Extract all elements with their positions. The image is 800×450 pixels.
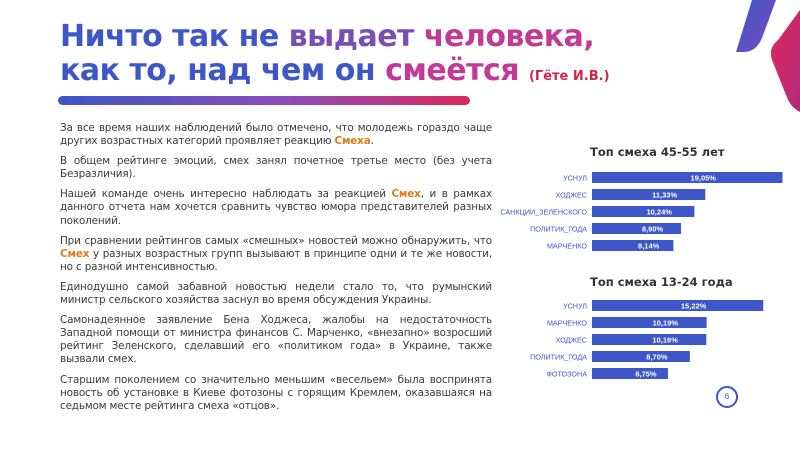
text-span: у разных возрастных групп вызывают в принципе одни и те же новости, но с разной интенсивностью. [60,247,492,273]
bar [592,223,681,234]
bar [592,206,694,217]
category-label: ХОДЖЕС [555,190,587,200]
value-label: 8,70% [646,352,668,362]
bar [592,300,763,311]
page-number: 6 [724,392,730,401]
title-part: как то, над чем он [60,53,386,88]
bar [592,172,783,183]
title-part: Ничто так не [60,19,289,54]
text-span: . [370,135,374,148]
page-number-badge [716,386,738,408]
value-label: 10,19% [652,318,679,328]
value-label: 8,14% [638,241,660,251]
highlight-word: Смех [60,247,90,260]
chart-title-45-55: Топ смеха 45-55 лет [590,145,725,159]
title-part: смеётся [385,53,520,88]
category-label: САНКЦИИ_ЗЕЛЕНСКОГО [500,207,587,217]
value-label: 11,33% [652,190,678,200]
paragraph: Самонадеянное заявление Бена Ходжеса, жалобы на недостаточность Западной помощи от министра финансов С. Марченко, «внезапно» возросший рейтинг Зеленского, сделавший его «политиком года» в Украине, также вызвали смех. [60,314,492,366]
category-label: УСНУЛ [563,301,587,311]
value-label: 15,22% [680,301,707,311]
paragraph: Старшим поколением со значительно меньшим «весельем» была воспринята новость об установке в Киеве фотозоны с горящим Кремлем, оказавшаяся на седьмом месте рейтинга смеха «отцов». [60,373,492,412]
title-part: человека, [413,19,595,54]
highlight-word: Смех [391,188,421,201]
category-label: МАРЧЕНКО [546,241,587,251]
category-label: МАРЧЕНКО [546,318,587,328]
category-label: ХОДЖЕС [555,335,587,345]
paragraph: Единодушно самой забавной новостью недели стало то, что румынский министр сельского хозяйства заснул во время обсуждения Украины. [60,280,492,307]
quote-author: (Гёте И.В.) [528,69,610,84]
category-label: ПОЛИТИК_ГОДА [530,352,587,362]
bar-chart-0 [500,172,782,251]
category-label: ФОТОЗОНА [546,369,587,379]
bar [592,317,707,328]
bar-chart-1 [530,300,763,379]
chart-title-13-24: Топ смеха 13-24 года [590,275,733,289]
highlight-word: Смеха [334,135,371,148]
value-label: 10,24% [646,207,672,217]
value-label: 10,16% [652,335,678,345]
title-part: выдает [288,19,414,54]
category-label: УСНУЛ [563,173,587,183]
category-label: ПОЛИТИК_ГОДА [530,224,587,234]
bar [592,334,706,345]
text-span: , и в рамках данного отчета нам хочется сравнить чувство юмора представителей разных поколений. [60,188,492,227]
text-span: За все время наших наблюдений было отмечено, что молодежь гораздо чаще других возрастных категорий проявляет реакцию [60,122,492,148]
value-label: 8,90% [641,224,664,234]
text-span: При сравнении рейтингов самых «смешных» новостей можно обнаружить, что [60,234,492,247]
paragraph: В общем рейтинге эмоций, смех занял почетное третье место (без учета Безразличия). [60,155,492,181]
text-span: Нашей команде очень интересно наблюдать за реакцией [60,188,392,201]
bar [592,351,690,362]
value-label: 19,05% [690,173,716,183]
value-label: 6,75% [635,369,657,379]
bar [592,240,673,251]
bar [592,189,705,200]
